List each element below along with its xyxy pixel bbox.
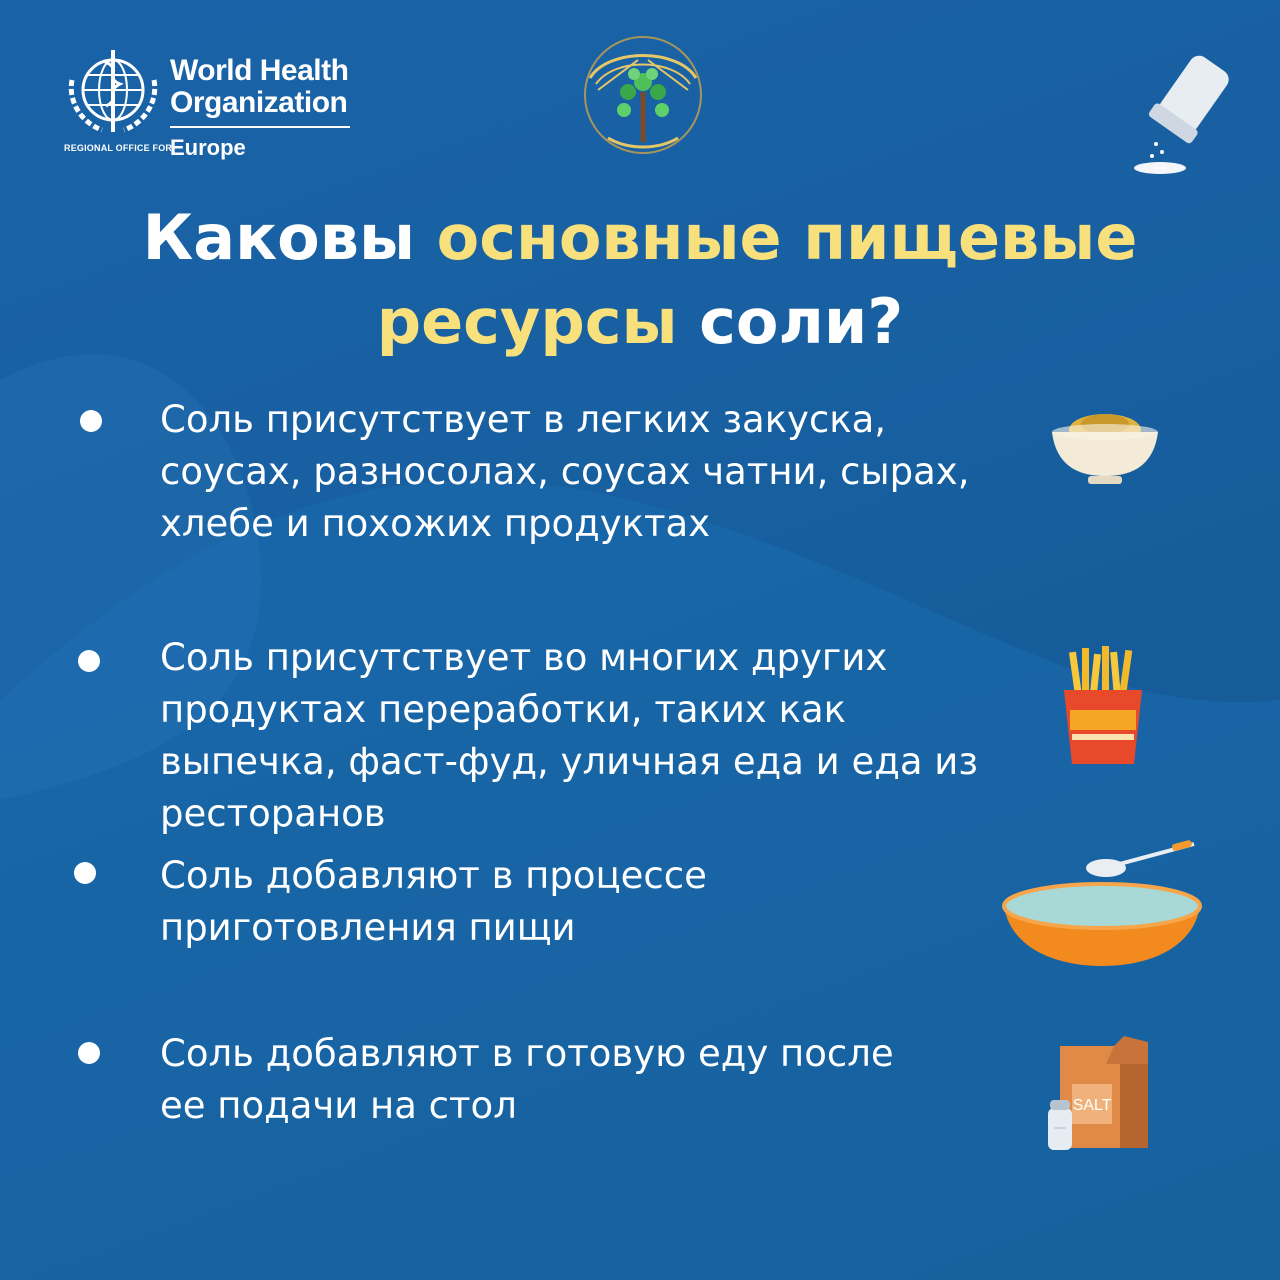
salt-shaker-icon [1130, 36, 1240, 176]
title-line2 [0, 280, 1280, 364]
mixing-bowl-spoon-icon [1002, 838, 1202, 968]
title-highlight2: ресурсы [376, 285, 678, 358]
bowl-icon [1050, 402, 1160, 486]
bullet-point [80, 410, 102, 432]
who-regional-office: REGIONAL OFFICE FOR [64, 143, 173, 153]
ministry-emblem-icon [578, 30, 708, 160]
who-logo [60, 36, 360, 166]
list-item-text: Соль присутствует в легких закуска, соусах, разносолах, соусах чатни, сырах, хлебе и похожих продуктах [160, 398, 970, 545]
title-part2: соли? [677, 285, 904, 358]
who-name-line2: Organization [170, 86, 348, 119]
who-divider [170, 126, 350, 128]
bullet-point [78, 650, 100, 672]
title-highlight1: основные пищевые [436, 201, 1138, 274]
who-name-line1: World Health [170, 54, 349, 87]
list-item-text: Соль добавляют в процессе приготовления пищи [160, 854, 707, 949]
title-part1: Каковы [142, 201, 437, 274]
salt-label: SALT [1072, 1097, 1112, 1114]
french-fries-icon [1058, 644, 1148, 764]
who-europe: Europe [170, 135, 246, 160]
bullet-point [78, 1042, 100, 1064]
list-item-text: Соль добавляют в готовую еду после ее подачи на стол [160, 1032, 894, 1127]
bullet-point [74, 862, 96, 884]
who-emblem-icon [60, 40, 166, 146]
list-item-text: Соль присутствует во многих других продуктах переработки, таких как выпечка, фаст-фуд, уличная еда и еда из ресторанов [160, 636, 978, 835]
title-line1 [0, 196, 1280, 280]
salt-bag-icon [1044, 1032, 1154, 1162]
page-title [0, 196, 1280, 364]
